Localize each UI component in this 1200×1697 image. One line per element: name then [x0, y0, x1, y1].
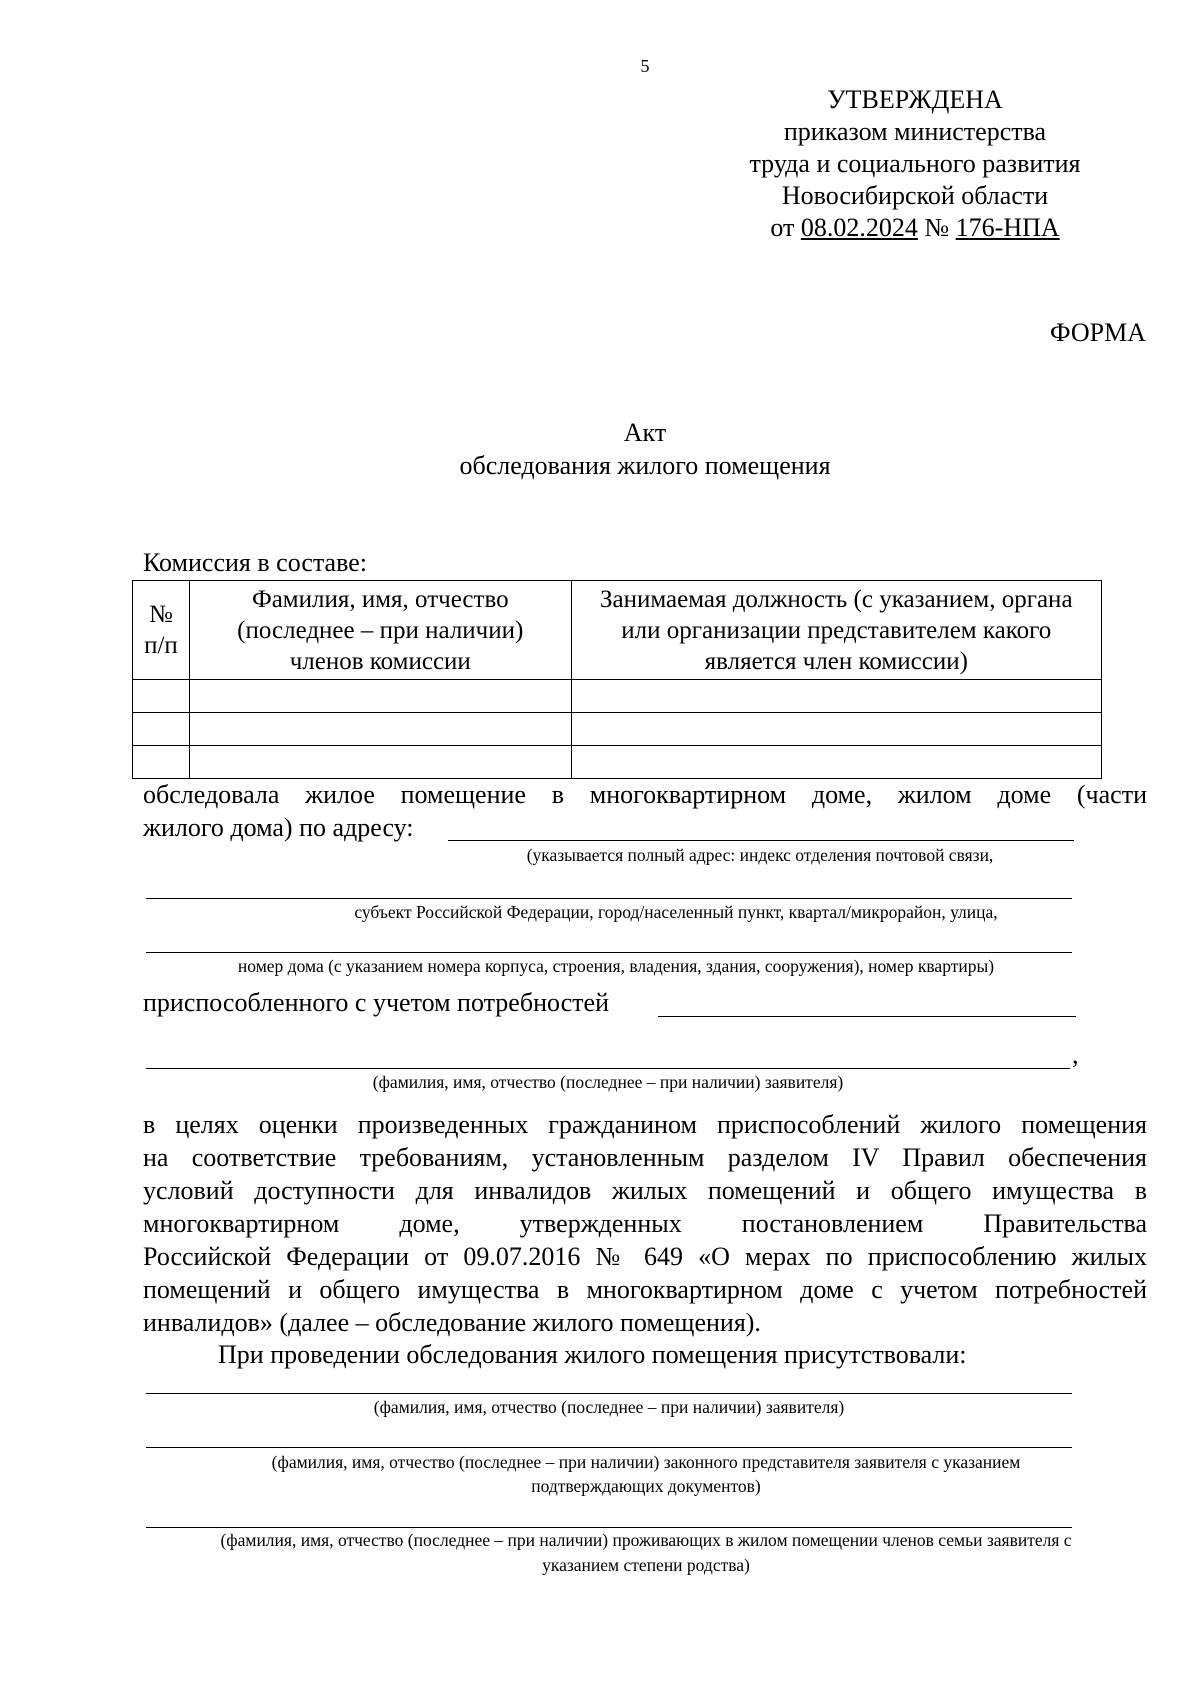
approval-line1: приказом министерства	[783, 117, 1047, 146]
address-field-2[interactable]	[146, 898, 1072, 899]
applicant-field[interactable]	[146, 1068, 1070, 1069]
table-header-row	[133, 581, 1102, 680]
table-cell[interactable]	[189, 746, 571, 779]
address-field-3[interactable]	[146, 952, 1072, 953]
purpose-line-0: в целях оценки произведенных гражданином приспособлений жилого помещения	[143, 1110, 1147, 1139]
table-cell[interactable]	[133, 746, 190, 779]
hint-address-1: (указывается полный адрес: индекс отделения почтовой связи,	[526, 845, 994, 865]
purpose-line-3: многоквартирном доме, утвержденных постановлением Правительства	[143, 1209, 1147, 1238]
present-family-field[interactable]	[146, 1527, 1072, 1528]
approval-number: 176-НПА	[955, 213, 1060, 242]
table-cell[interactable]	[571, 746, 1101, 779]
form-label: ФОРМА	[1050, 318, 1146, 347]
table-cell[interactable]	[571, 680, 1101, 713]
header-number: № п/п	[133, 581, 190, 680]
approval-date: 08.02.2024	[800, 213, 918, 242]
approval-title: УТВЕРЖДЕНА	[827, 85, 1003, 114]
number-prefix: №	[917, 213, 956, 242]
page-number: 5	[640, 56, 650, 76]
hint-address-2: субъект Российской Федерации, город/населенный пункт, квартал/микрорайон, улица,	[354, 902, 998, 922]
present-applicant-field[interactable]	[146, 1393, 1072, 1394]
purpose-line-2: условий доступности для инвалидов жилых помещений и общего имущества в	[143, 1176, 1147, 1205]
table-row	[133, 746, 1102, 779]
inspected-line1: обследовала жилое помещение в многоквартирном доме, жилом доме (части	[143, 780, 1147, 809]
adapted-label: приспособленного с учетом потребностей	[143, 988, 609, 1017]
address-field-1[interactable]	[448, 840, 1074, 841]
commission-table	[132, 580, 1102, 779]
hint-present-1: (фамилия, имя, отчество (последнее – при наличии) заявителя)	[373, 1397, 845, 1417]
date-prefix: от	[770, 213, 801, 242]
comma: ,	[1072, 1040, 1079, 1069]
hint-present-3a: (фамилия, имя, отчество (последнее – при наличии) проживающих в жилом помещении членов семьи заявителя с	[220, 1530, 1072, 1550]
present-representative-field[interactable]	[146, 1447, 1072, 1448]
hint-address-3: номер дома (с указанием номера корпуса, строения, владения, здания, сооружения), номер квартиры)	[237, 956, 995, 976]
purpose-line-1: на соответствие требованиям, установленным разделом IV Правил обеспечения	[143, 1143, 1147, 1172]
header-name: Фамилия, имя, отчество (последнее – при наличии) членов комиссии	[189, 581, 571, 680]
approval-line2: труда и социального развития	[749, 149, 1081, 178]
table-cell[interactable]	[189, 713, 571, 746]
hint-applicant: (фамилия, имя, отчество (последнее – при наличии) заявителя)	[372, 1072, 844, 1092]
hint-present-2a: (фамилия, имя, отчество (последнее – при наличии) законного представителя заявителя с указанием	[271, 1452, 1021, 1472]
purpose-line-5: помещений и общего имущества в многоквартирном доме с учетом потребностей	[143, 1275, 1147, 1304]
purpose-line-6: инвалидов» (далее – обследование жилого помещения).	[143, 1308, 761, 1337]
table-cell[interactable]	[133, 680, 190, 713]
hint-present-2b: подтверждающих документов)	[531, 1476, 761, 1496]
hint-present-3b: указанием степени родства)	[542, 1555, 750, 1575]
table-cell[interactable]	[189, 680, 571, 713]
commission-label: Комиссия в составе:	[143, 548, 367, 577]
header-position: Занимаемая должность (с указанием, органа или организации представителем какого является член комиссии)	[571, 581, 1101, 680]
title-line2: обследования жилого помещения	[459, 451, 831, 480]
title-line1: Акт	[623, 418, 667, 447]
approval-line3: Новосибирской области	[781, 181, 1049, 210]
inspected-line2: жилого дома) по адресу:	[143, 813, 414, 842]
approval-block	[720, 84, 1110, 244]
table-cell[interactable]	[133, 713, 190, 746]
present-label: При проведении обследования жилого помещения присутствовали:	[218, 1340, 967, 1369]
purpose-line-4: Российской Федерации от 09.07.2016 № 649 «О мерах по приспособлению жилых	[143, 1242, 1147, 1271]
table-row	[133, 680, 1102, 713]
document-title	[420, 416, 870, 482]
table-row	[133, 713, 1102, 746]
table-cell[interactable]	[571, 713, 1101, 746]
needs-field[interactable]	[658, 1016, 1076, 1017]
approval-date-line	[720, 212, 1110, 244]
